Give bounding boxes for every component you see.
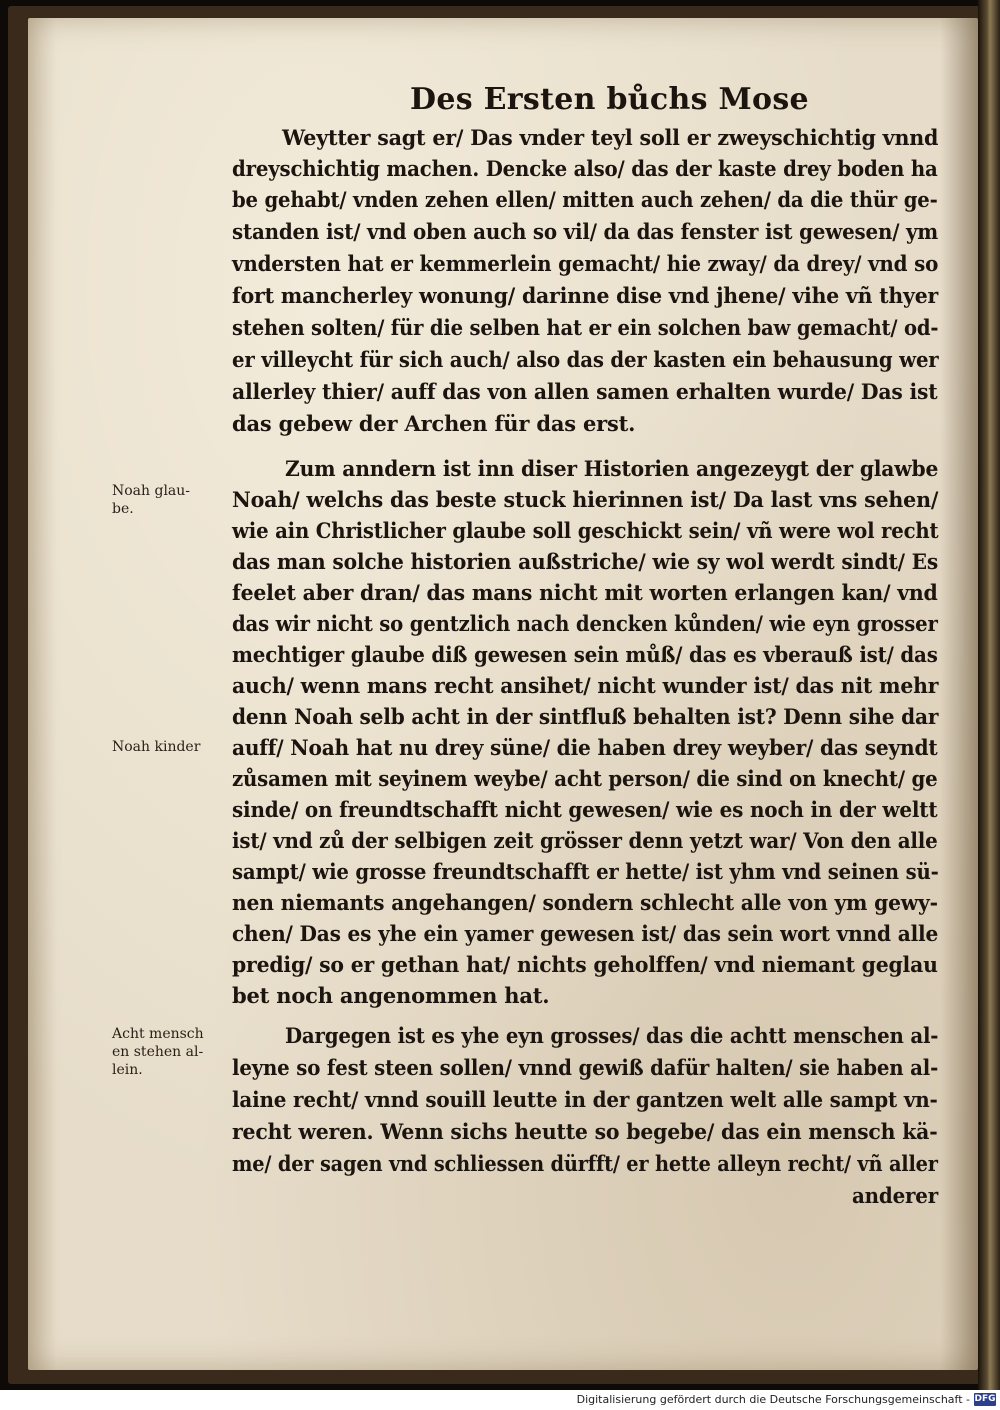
- body-line: feelet aber dran/ das mans nicht mit worten erlangen kan/ vnd: [232, 580, 938, 605]
- body-line: allerley thier/ auff das von allen samen erhalten wurde/ Das ist: [232, 379, 938, 404]
- body-line: ist/ vnd zů der selbigen zeit grösser denn yetzt war/ Von den alle: [232, 828, 938, 853]
- margin-note-acht-menschen: en stehen al-: [112, 1044, 204, 1060]
- body-line: das gebew der Archen für das erst.: [232, 411, 636, 436]
- margin-note-noah-glaube: be.: [112, 501, 134, 517]
- body-line: leyne so fest steen sollen/ vnnd gewiß dafür halten/ sie haben al-: [232, 1055, 939, 1080]
- body-line: predig/ so er gethan hat/ nichts geholffen/ vnd niemant geglau: [232, 952, 938, 977]
- body-line: bet noch angenommen hat.: [232, 983, 550, 1008]
- body-line: stehen solten/ für die selben hat er ein solchen baw gemacht/ od-: [232, 315, 939, 340]
- body-line: Zum anndern ist inn diser Historien angezeygt der glawbe: [285, 456, 939, 481]
- binding-gutter: [978, 0, 1000, 1390]
- body-line: Noah/ welchs das beste stuck hierinnen ist/ Da last vns sehen/: [232, 487, 939, 512]
- body-line: standen ist/ vnd oben auch so vil/ da das fenster ist gewesen/ ym: [232, 219, 939, 244]
- body-line: wie ain Christlicher glaube soll geschickt sein/ vñ were wol recht: [232, 518, 939, 543]
- margin-note-acht-menschen: Acht mensch: [112, 1026, 204, 1042]
- body-line: be gehabt/ vnden zehen ellen/ mitten auch zehen/ da die thür ge-: [232, 187, 938, 212]
- running-header: Des Ersten bůchs Mose: [410, 82, 809, 117]
- body-line: recht weren. Wenn sichs heutte so begebe/ das ein mensch kä-: [232, 1119, 938, 1144]
- body-line: mechtiger glaube diß gewesen sein můß/ das es vberauß ist/ das: [232, 642, 938, 667]
- body-line: denn Noah selb acht in der sintfluß behalten ist? Denn sihe dar: [232, 704, 939, 729]
- funding-footer: [0, 1390, 1000, 1410]
- body-line: auff/ Noah hat nu drey süne/ die haben drey weyber/ das seyndt: [232, 735, 938, 760]
- body-line: das wir nicht so gentzlich nach dencken kůnden/ wie eyn grosser: [232, 611, 938, 636]
- body-line: er villeycht für sich auch/ also das der kasten ein behausung wer: [232, 347, 939, 372]
- body-line: nen niemants angehangen/ sondern schlecht alle von ym gewy-: [232, 890, 938, 915]
- funding-credit: Digitalisierung gefördert durch die Deutsche Forschungsgemeinschaft -: [576, 1393, 970, 1406]
- body-line: dreyschichtig machen. Dencke also/ das der kaste drey boden ha: [232, 156, 938, 181]
- margin-note-noah-kinder: Noah kinder: [112, 739, 201, 755]
- body-line: Weytter sagt er/ Das vnder teyl soll er zweyschichtig vnnd: [282, 125, 939, 150]
- body-line: chen/ Das es yhe ein yamer gewesen ist/ das sein wort vnnd alle: [232, 921, 939, 946]
- body-line: auch/ wenn mans recht ansihet/ nicht wunder ist/ das nit mehr: [232, 673, 939, 698]
- dfg-logo-icon: DFG: [974, 1394, 996, 1404]
- body-line: sampt/ wie grosse freundtschafft er hette/ ist yhm vnd seinen sü-: [232, 859, 939, 884]
- catchword: anderer: [852, 1183, 939, 1208]
- body-line: laine recht/ vnnd souill leutte in der gantzen welt alle sampt vn-: [232, 1087, 938, 1112]
- body-line: zůsamen mit seyinem weybe/ acht person/ die sind on knecht/ ge: [232, 766, 938, 791]
- body-line: sinde/ on freundtschafft nicht gewesen/ wie es noch in der weltt: [232, 797, 938, 822]
- body-line: das man solche historien außstriche/ wie sy wol werdt sindt/ Es: [232, 549, 939, 574]
- body-line: fort mancherley wonung/ darinne dise vnd jhene/ vihe vñ thyer: [232, 283, 939, 308]
- body-line: me/ der sagen vnd schliessen dürfft/ er hette alleyn recht/ vñ aller: [232, 1151, 938, 1176]
- body-line: Dargegen ist es yhe eyn grosses/ das die achtt menschen al-: [285, 1023, 939, 1048]
- body-line: vndersten hat er kemmerlein gemacht/ hie zway/ da drey/ vnd so: [232, 251, 939, 276]
- margin-note-acht-menschen: lein.: [112, 1062, 143, 1078]
- margin-note-noah-glaube: Noah glau-: [112, 483, 191, 499]
